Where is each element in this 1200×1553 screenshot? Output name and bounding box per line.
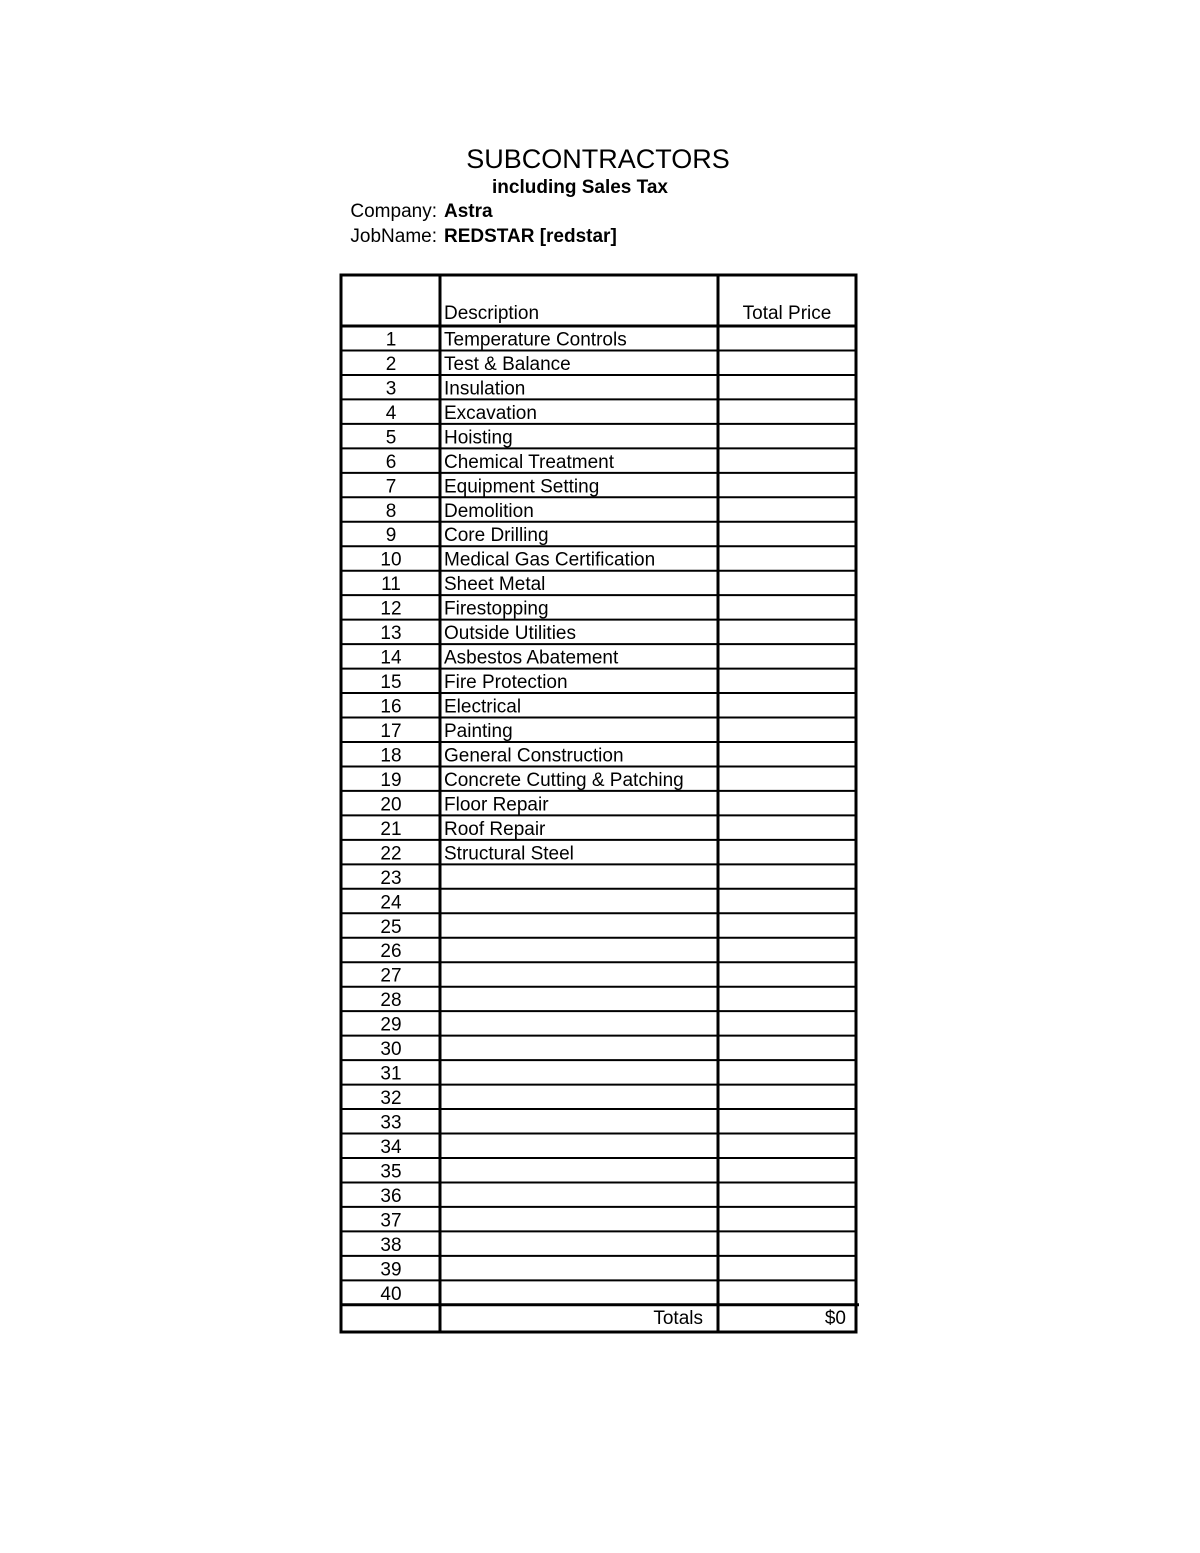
row-number: 35	[380, 1161, 402, 1183]
row-number: 19	[380, 769, 402, 791]
row-description: Floor Repair	[444, 794, 549, 816]
row-number: 4	[385, 402, 397, 424]
row-number: 16	[380, 696, 402, 718]
row-description: Core Drilling	[444, 525, 549, 547]
row-number: 17	[380, 720, 402, 742]
row-number: 20	[380, 794, 402, 816]
row-number: 13	[380, 623, 402, 645]
row-number: 24	[380, 892, 402, 914]
row-description: Temperature Controls	[444, 329, 627, 351]
row-number: 2	[385, 353, 397, 375]
row-description: Outside Utilities	[444, 623, 576, 645]
totals-value: $0	[824, 1308, 846, 1329]
row-number: 11	[381, 574, 401, 596]
row-number: 12	[380, 598, 402, 620]
row-number: 6	[385, 451, 397, 473]
row-number: 34	[380, 1136, 402, 1158]
row-number: 23	[380, 867, 402, 889]
row-number: 9	[385, 525, 397, 547]
row-description: Painting	[444, 720, 513, 742]
company-label: Company:	[350, 201, 437, 222]
row-number: 27	[380, 965, 402, 987]
row-description: Medical Gas Certification	[444, 549, 656, 571]
row-description: Concrete Cutting & Patching	[444, 769, 684, 791]
row-number: 26	[380, 941, 402, 963]
row-description: Electrical	[444, 696, 522, 718]
row-number: 18	[380, 745, 402, 767]
row-number: 21	[380, 818, 402, 840]
row-number: 5	[385, 427, 397, 449]
row-description: Test & Balance	[444, 353, 571, 375]
row-description: Demolition	[444, 500, 534, 522]
row-number: 30	[380, 1039, 402, 1061]
row-description: Sheet Metal	[444, 574, 546, 596]
page-subtitle: including Sales Tax	[492, 177, 668, 198]
row-number: 28	[380, 990, 402, 1012]
row-description: Structural Steel	[444, 843, 574, 865]
row-description: Excavation	[444, 402, 537, 424]
row-number: 38	[380, 1234, 402, 1256]
row-description: Asbestos Abatement	[444, 647, 619, 669]
row-number: 31	[380, 1063, 402, 1085]
row-number: 40	[380, 1283, 402, 1305]
company-value: Astra	[444, 201, 493, 222]
row-number: 33	[380, 1112, 402, 1134]
row-number: 37	[380, 1210, 402, 1232]
totals-label: Totals	[653, 1308, 703, 1329]
row-number: 22	[380, 843, 402, 865]
row-number: 1	[385, 329, 397, 351]
row-description: Hoisting	[444, 427, 513, 449]
row-number: 15	[380, 672, 402, 694]
row-number: 39	[380, 1259, 402, 1281]
column-header-description: Description	[444, 303, 540, 324]
row-number: 7	[385, 476, 397, 498]
job-label: JobName:	[350, 226, 437, 247]
row-number: 25	[380, 916, 402, 938]
row-number: 32	[380, 1088, 402, 1110]
column-header-total-price: Total Price	[742, 303, 832, 324]
row-number: 3	[385, 378, 397, 400]
row-description: General Construction	[444, 745, 624, 767]
row-description: Equipment Setting	[444, 476, 600, 498]
row-description: Fire Protection	[444, 672, 568, 694]
row-number: 14	[380, 647, 402, 669]
row-number: 36	[380, 1185, 402, 1207]
row-number: 8	[385, 500, 397, 522]
row-description: Insulation	[444, 378, 526, 400]
row-description: Roof Repair	[444, 818, 546, 840]
row-description: Firestopping	[444, 598, 549, 620]
row-description: Chemical Treatment	[444, 451, 615, 473]
page-title: SUBCONTRACTORS	[466, 144, 730, 174]
row-number: 29	[380, 1014, 402, 1036]
job-value: REDSTAR [redstar]	[444, 226, 617, 247]
row-number: 10	[380, 549, 402, 571]
